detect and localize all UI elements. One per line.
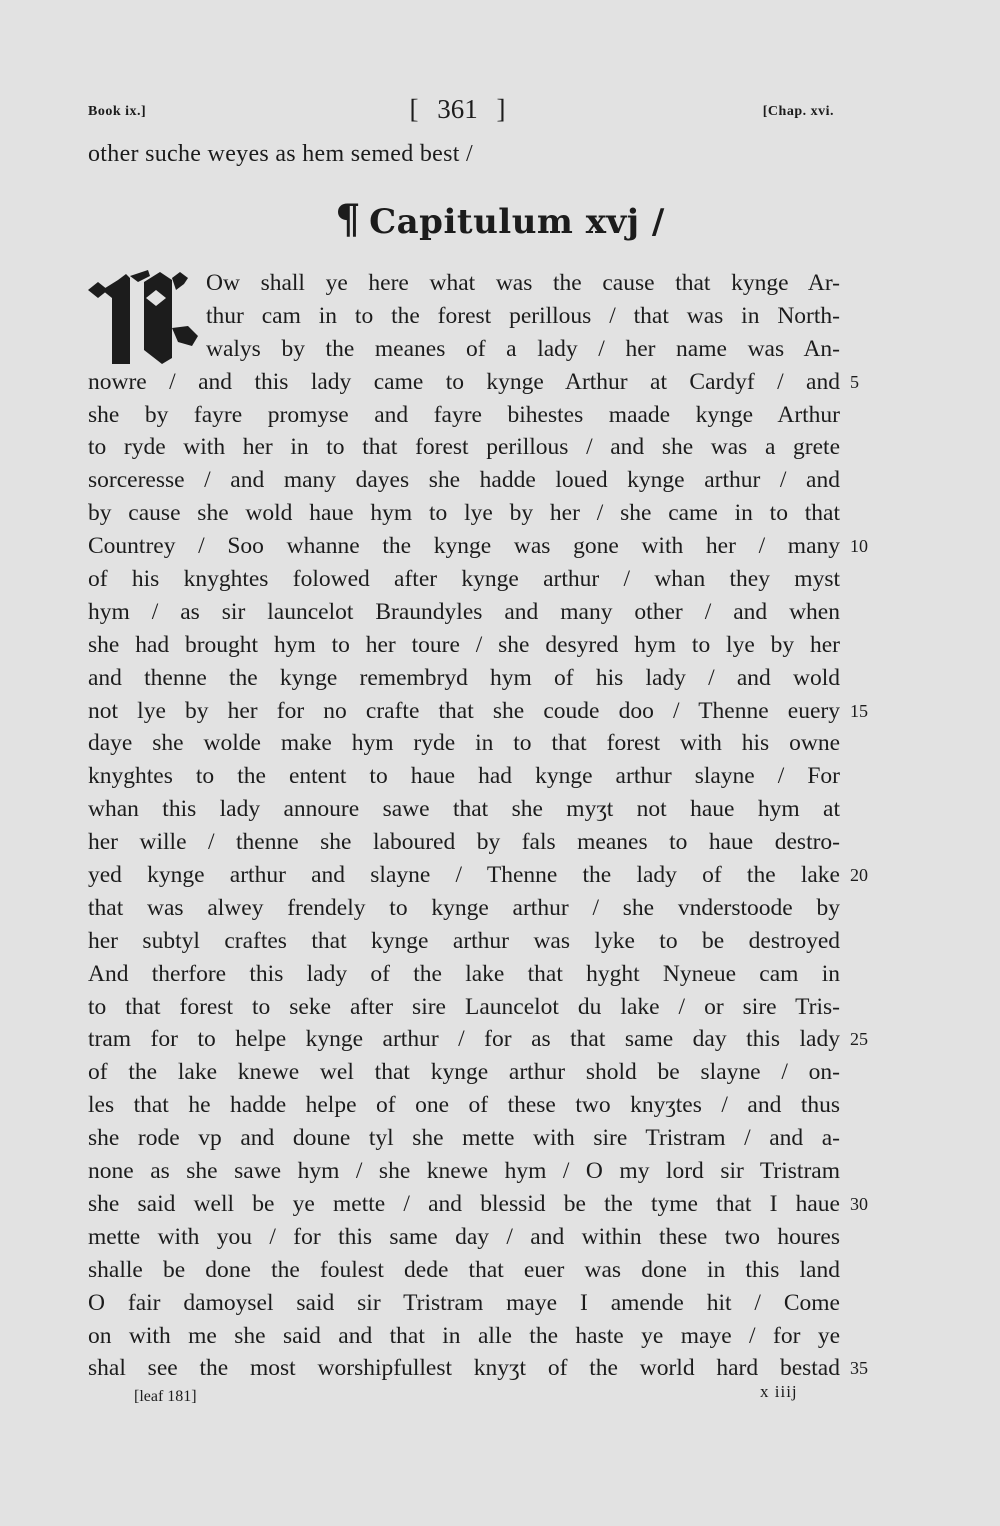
chapter-heading (0, 196, 1000, 243)
text-line (88, 1320, 840, 1353)
running-head (0, 94, 1000, 130)
text-line (88, 1254, 840, 1287)
text-line-content: to that forest to seke after sire Launcelot du lake / or sire Tris- (88, 993, 840, 1020)
text-line-content: walys by the meanes of a lady / her name was An- (206, 335, 840, 362)
chapter-title: Capitulum xvj / (369, 202, 665, 242)
text-line (88, 859, 868, 892)
text-line (88, 563, 840, 596)
text-line-content: knyghtes to the entent to haue had kynge arthur slayne / For (88, 763, 840, 790)
text-line-content: by cause she wold haue hym to lye by her / she came in to that (88, 500, 840, 527)
text-line-content: and thenne the kynge remembryd hym of his lady / and wold (88, 664, 840, 691)
page-number: [ 361 ] (409, 94, 506, 124)
text-line-content: yed kynge arthur and slayne / Thenne the lady of the lake (88, 862, 840, 889)
text-line (88, 1122, 840, 1155)
text-line (88, 760, 840, 793)
text-line-content: she by fayre promyse and fayre bihestes maade kynge Arthur (88, 401, 840, 428)
text-line (206, 300, 840, 333)
chapter-reference: [Chap. xvi. (762, 104, 834, 119)
line-number: 10 (850, 536, 868, 557)
text-line (88, 793, 840, 826)
line-number: 5 (850, 371, 859, 392)
text-line (88, 431, 840, 464)
line-number: 35 (850, 1358, 868, 1379)
text-line-content: And therfore this lady of the lake that hyght Nyneue cam in (88, 960, 840, 987)
text-line-content: Ow shall ye here what was the cause that kynge Ar- (206, 270, 840, 296)
text-line-content: O fair damoysel said sir Tristram maye I amende hit / Come (88, 1289, 840, 1316)
text-line (88, 530, 868, 563)
text-line (88, 596, 840, 629)
text-line (88, 826, 840, 859)
text-line (88, 958, 840, 991)
text-line-content: sorceresse / and many dayes she hadde loued kynge arthur / and (88, 467, 840, 494)
line-number: 30 (850, 1193, 868, 1214)
book-reference: Book ix.] (88, 104, 147, 119)
text-line (88, 695, 868, 728)
text-line (88, 1023, 868, 1056)
text-line (88, 1221, 840, 1254)
text-line-content: that was alwey frendely to kynge arthur / she vnderstoode by (88, 894, 840, 921)
text-line-content: tram for to helpe kynge arthur / for as that same day this lady (88, 1026, 840, 1053)
text-line-content: hym / as sir launcelot Braundyles and many other / and when (88, 598, 840, 625)
text-line-content: she rode vp and doune tyl she mette with sire Tristram / and a- (88, 1125, 840, 1152)
text-line-content: daye she wolde make hym ryde in to that forest with his owne (88, 730, 840, 757)
text-line (88, 892, 840, 925)
text-line (88, 1188, 868, 1221)
pilcrow-mark: ¶ (335, 196, 362, 243)
text-line-content: Countrey / Soo whanne the kynge was gone with her / many (88, 533, 840, 560)
text-line-content: her wille / thenne she laboured by fals meanes to haue destro- (88, 829, 840, 856)
text-line-content: to ryde with her in to that forest perillous / and she was a grete (88, 434, 840, 461)
text-line (88, 629, 840, 662)
text-line (88, 727, 840, 760)
body-text (88, 267, 868, 1385)
text-line-content: of the lake knewe wel that kynge arthur shold be slayne / on- (88, 1059, 840, 1086)
text-line-content: mette with you / for this same day / and within these two houres (88, 1223, 840, 1250)
leaf-reference: [leaf 181] (134, 1388, 197, 1405)
text-line-content: thur cam in to the forest perillous / that was in North- (206, 302, 840, 329)
line-number: 20 (850, 865, 868, 886)
text-line (88, 464, 840, 497)
text-line-content: shal see the most worshipfullest knyʒt of the world hard bestad (88, 1355, 840, 1382)
text-line-content: les that he hadde helpe of one of these two knyʒtes / and thus (88, 1092, 840, 1119)
text-line (88, 662, 840, 695)
text-line (88, 1089, 840, 1122)
text-line-content: none as she sawe hym / she knewe hym / O my lord sir Tristram (88, 1158, 840, 1185)
text-line-content: not lye by her for no crafte that she coude doo / Thenne euery (88, 697, 840, 724)
text-line-content: whan this lady annoure sawe that she myʒt not haue hym at (88, 796, 840, 823)
text-line (88, 925, 840, 958)
text-line-content: she had brought hym to her toure / she desyred hym to lye by her (88, 631, 840, 658)
text-line-content: nowre / and this lady came to kynge Arthur at Cardyf / and (88, 368, 840, 395)
text-line (206, 333, 840, 366)
text-line-content: of his knyghtes folowed after kynge arthur / whan they myst (88, 566, 840, 593)
signature-mark: x iiij (760, 1382, 798, 1401)
text-line (88, 1287, 840, 1320)
text-line (88, 1352, 868, 1385)
text-line-content: shalle be done the foulest dede that euer was done in this land (88, 1256, 840, 1283)
line-number: 25 (850, 1029, 868, 1050)
text-line (88, 497, 840, 530)
line-number: 15 (850, 700, 868, 721)
text-line (88, 991, 840, 1024)
text-line (88, 399, 840, 432)
text-line-content: on with me she said and that in alle the haste ye maye / for ye (88, 1322, 840, 1349)
text-line (88, 1056, 840, 1089)
continuation-line: other suche weyes as hem semed best / (88, 141, 473, 167)
text-line (88, 1155, 840, 1188)
text-line-content: she said well be ye mette / and blessid be the tyme that I haue (88, 1190, 840, 1217)
text-line (206, 267, 840, 300)
text-line-content: her subtyl craftes that kynge arthur was lyke to be destroyed (88, 927, 840, 954)
text-line (88, 366, 859, 399)
